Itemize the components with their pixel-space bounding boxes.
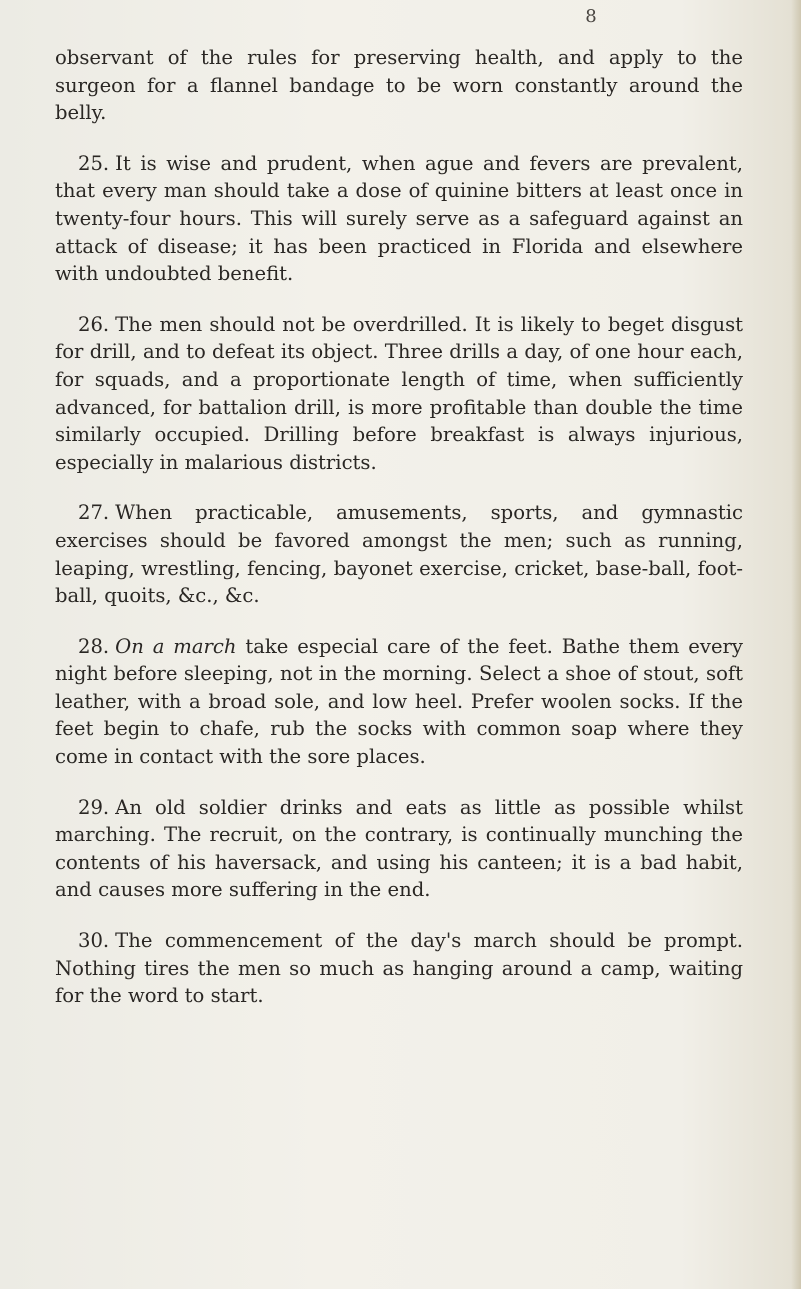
paragraph-text: take especial care of the feet. Bathe them every night before sleeping, not in the morning. Select a shoe of stout, soft leather, with a broad sole, and low heel. Prefer woolen socks. If the feet begin to chafe, rub the socks with common soap where they come in contact with the sore places. (55, 634, 743, 769)
paragraph-text: The commencement of the day's march should be prompt. Nothing tires the men so much as hanging around a camp, waiting for the word to start. (55, 929, 743, 1008)
page-number: 8 (585, 6, 597, 27)
paragraph-text: It is wise and prudent, when ague and fevers are prevalent, that every man should take a dose of quinine bitters at least once in twenty-four hours. This will surely serve as a safeguard against an attack of disease; it has been practiced in Florida and elsewhere with undoubted benefit. (55, 151, 743, 286)
text-column (55, 44, 743, 1033)
paragraph-29 (55, 794, 743, 904)
paragraph-30 (55, 927, 743, 1010)
paragraph-number: 27. (78, 501, 110, 525)
paragraph-continuation (55, 44, 743, 127)
paragraph-text: The men should not be overdrilled. It is likely to beget disgust for drill, and to defeat its object. Three drills a day, of one hour each, for squads, and a proportionate length of time, when sufficiently advanced, for battalion drill, is more profitable than double the time similarly occupied. Drilling before breakfast is always injurious, especially in malarious districts. (55, 312, 743, 474)
paragraph-text: An old soldier drinks and eats as little as possible whilst marching. The recruit, on the contrary, is continually munching the contents of his haversack, and using his canteen; it is a bad habit, and causes more suffering in the end. (55, 795, 743, 902)
paragraph-number: 26. (78, 312, 110, 336)
paragraph-number: 28. (78, 634, 110, 658)
paragraph-text: observant of the rules for preserving health, and apply to the surgeon for a flannel bandage to be worn constantly around the belly. (55, 46, 743, 125)
page-edge-shadow (791, 0, 801, 1289)
paragraph-number: 25. (78, 151, 110, 175)
paragraph-lead-italic: On a march (115, 634, 237, 658)
paragraph-number: 30. (78, 929, 110, 953)
paragraph-28 (55, 633, 743, 771)
paragraph-number: 29. (78, 795, 110, 819)
paragraph-25 (55, 150, 743, 288)
paragraph-27 (55, 499, 743, 609)
paragraph-26 (55, 311, 743, 477)
paragraph-text: When practicable, amusements, sports, and gymnastic exercises should be favored amongst the men; such as running, leaping, wrestling, fencing, bayonet exercise, cricket, base-ball, foot-ball, quoits, &c., &c. (55, 501, 743, 608)
